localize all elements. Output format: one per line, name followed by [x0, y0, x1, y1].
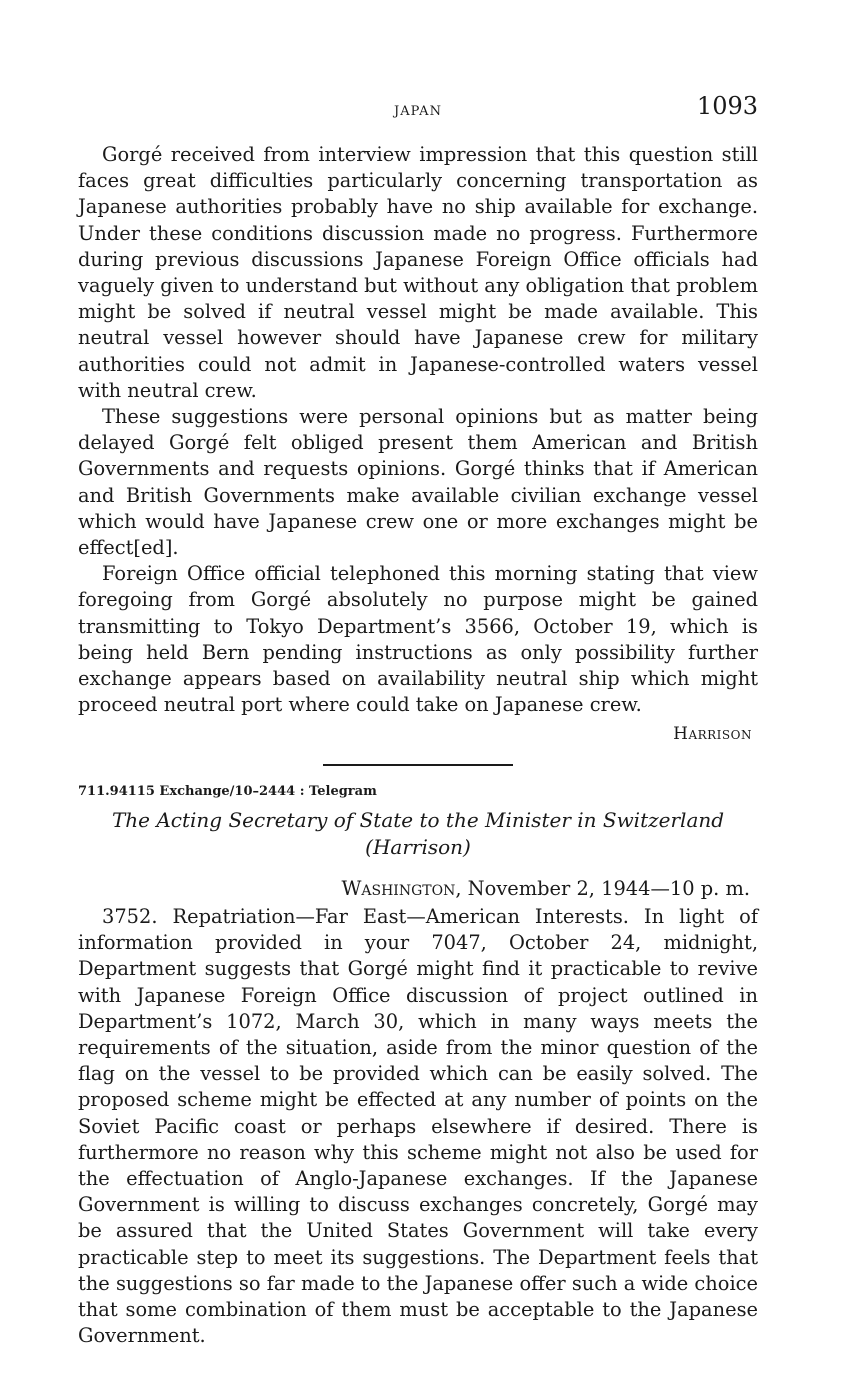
document-title: The Acting Secretary of State to the Minister in Switzerland (Harrison)	[111, 807, 725, 859]
body-paragraph-3: Foreign Office official telephoned this morning stating that view foregoing from Gorgé absolutely no purpose might be gained transmitting to Tokyo Department’s 3566, October 19, which is being held Bern pending instructions as only possibility further exchange appears based on availability neutral ship which might proceed neutral port where could take on Japanese crew.	[78, 562, 758, 717]
running-title: JAPAN	[394, 104, 442, 119]
telegram-body: 3752. Repatriation—Far East—American Interests. In light of information provided in your 7047, October 24, midnight, Department suggests that Gorgé might find it practicable to revive with Japanese Foreign Office discussion of project outlined in Department’s 1072, March 30, which in many ways meets the requirements of the situation, aside from the minor question of the flag on the vessel to be provided which can be easily solved. The proposed scheme might be effected at any number of points on the Soviet Pacific coast or perhaps elsewhere if desired. There is furthermore no reason why this scheme might not also be used for the effectuation of Anglo-Japanese exchanges. If the Japanese Government is willing to discuss exchanges concretely, Gorgé may be assured that the United States Government will take every practicable step to meet its suggestions. The Department feels that the suggestions so far made to the Japanese offer such a wide choice that some combination of them must be acceptable to the Japanese Government.	[78, 904, 758, 1348]
file-reference: 711.94115 Exchange/10–2444 : Telegram	[78, 783, 377, 799]
signature: Harrison	[673, 724, 752, 745]
dateline	[78, 877, 758, 900]
body-paragraph-1: Gorgé received from interview impression that this question still faces great difficulties particularly concerning transportation as Japanese authorities probably have no ship available for exchange. Under these conditions discussion made no progress. Furthermore during previous discussions Japanese Foreign Office officials had vaguely given to understand but without any obligation that problem might be solved if neutral vessel might be made available. This neutral vessel however should have Japanese crew for military authorities could not admit in Japanese-controlled waters vessel with neutral crew.	[78, 143, 758, 402]
body-paragraph-2: These suggestions were personal opinions but as matter being delayed Gorgé felt obliged present them American and British Governments and requests opinions. Gorgé thinks that if American and British Governments make available civilian exchange vessel which would have Japanese crew one or more exchanges might be effect[ed].	[78, 405, 758, 560]
running-head	[78, 92, 758, 126]
page-number: 1093	[696, 92, 758, 120]
document-page	[78, 92, 758, 1349]
dateline-date: November 2, 1944—10 p. m.	[461, 876, 750, 900]
section-divider	[323, 764, 513, 766]
dateline-place: Washington,	[341, 876, 462, 900]
